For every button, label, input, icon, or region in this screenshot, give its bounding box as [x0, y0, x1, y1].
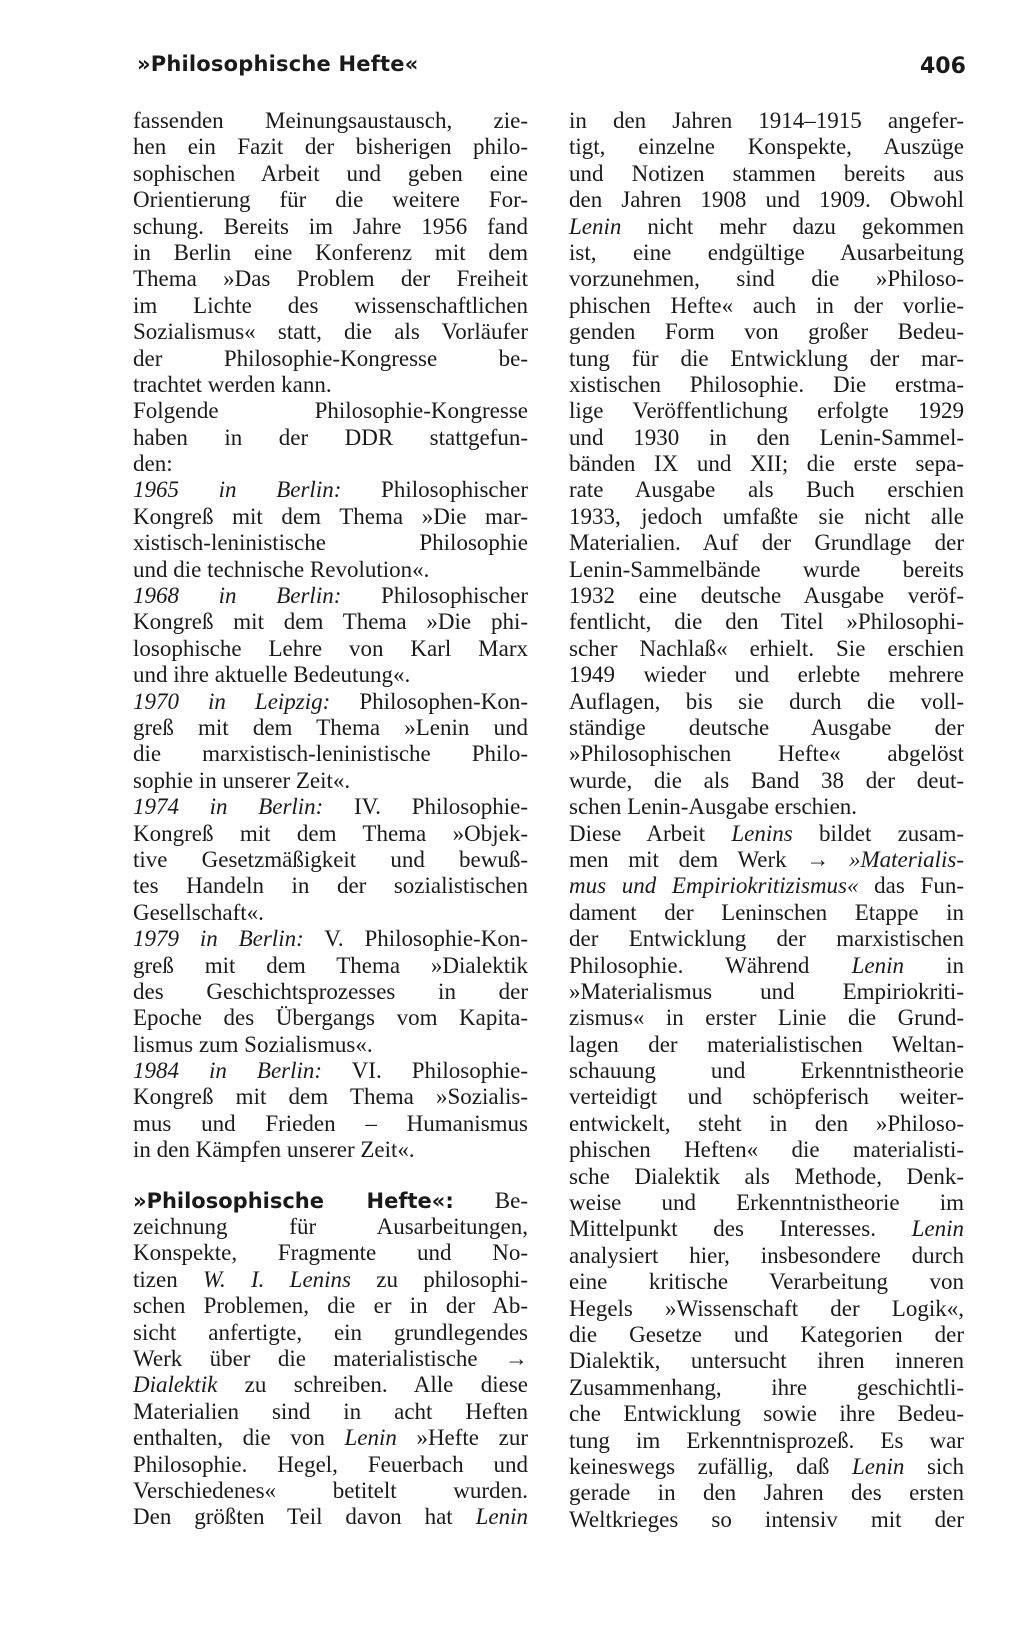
text-run: trachtet werden kann.: [133, 371, 332, 397]
text-run: Den größten Teil davon hat: [133, 1504, 476, 1530]
text-run: Dialektik, untersucht ihren inneren: [569, 1348, 964, 1374]
text-line: [569, 134, 964, 160]
text-run: Lenins: [731, 820, 793, 846]
text-line: [133, 953, 528, 979]
text-line: [133, 346, 528, 372]
text-run: und Notizen stammen bereits aus: [569, 160, 964, 186]
text-line: [133, 1032, 528, 1058]
text-run: »Philosophischen Hefte« abgelöst: [569, 741, 964, 767]
text-line: [133, 161, 528, 187]
text-line: [569, 873, 964, 899]
text-run: Folgende Philosophie-Kongresse: [133, 398, 528, 424]
text-line: [569, 266, 964, 292]
text-run: greß mit dem Thema »Dialektik: [133, 952, 528, 978]
text-line: [133, 425, 528, 451]
text-run: mus und Empiriokritizismus«: [569, 873, 859, 899]
text-run: lige Veröffentlichung erfolgte 1929: [569, 398, 964, 424]
text-line: [569, 161, 964, 187]
text-line: [569, 293, 964, 319]
page-number: 406: [920, 54, 966, 79]
text-run: weise und Erkenntnistheorie im: [569, 1190, 964, 1216]
text-run: das Fun-: [858, 873, 964, 899]
text-run: im Lichte des wissenschaftlichen: [133, 292, 528, 318]
text-run: ist, eine endgültige Ausarbeitung: [569, 239, 964, 265]
text-run: 1984 in Berlin:: [133, 1058, 323, 1084]
text-run: bildet zusam-: [792, 820, 964, 846]
text-line: [133, 768, 528, 794]
text-line: [133, 398, 528, 424]
text-run: tigt, einzelne Konspekte, Auszüge: [569, 134, 964, 160]
text-line: [133, 1452, 528, 1478]
text-run: die Gesetze und Kategorien der: [569, 1321, 964, 1347]
text-run: IV. Philosophie-: [323, 794, 528, 820]
entry-headword: »Philosophische Hefte«:: [133, 1188, 454, 1213]
text-line: [133, 319, 528, 345]
text-line: [569, 1322, 964, 1348]
text-run: in: [903, 952, 964, 978]
text-line: [569, 187, 964, 213]
text-run: xistischen Philosophie. Die erstma-: [569, 371, 964, 397]
left-column: [133, 108, 528, 1531]
text-line: [133, 1058, 528, 1084]
text-line: [133, 1372, 528, 1398]
text-run: zismus« in erster Linie die Grund-: [569, 1005, 964, 1031]
text-run: Lenin: [475, 1504, 528, 1530]
text-run: Zusammenhang, ihre geschichtli-: [569, 1374, 964, 1400]
text-run: »Materialis-: [849, 846, 964, 872]
text-run: phischen Hefte« auch in der vorlie-: [569, 292, 964, 318]
text-run: Lenin-Sammelbände wurde bereits: [569, 556, 964, 582]
text-line: [569, 1058, 964, 1084]
text-run: Mittelpunkt des Interesses.: [569, 1216, 912, 1242]
text-run: Philosophie. Während: [569, 952, 852, 978]
text-line: [133, 873, 528, 899]
text-run: tung für die Entwicklung der mar-: [569, 345, 964, 371]
text-line: [133, 847, 528, 873]
text-run: bänden IX und XII; die erste sepa-: [569, 451, 964, 477]
text-line: [133, 1214, 528, 1240]
text-run: sche Dialektik als Methode, Denk-: [569, 1163, 964, 1189]
text-run: VI. Philosophie-: [322, 1058, 528, 1084]
text-run: Lenin: [569, 213, 622, 239]
text-line: [133, 689, 528, 715]
text-run: losophische Lehre von Karl Marx: [133, 635, 528, 661]
text-run: schen Problemen, die er in der Ab-: [133, 1293, 528, 1319]
text-run: scher Nachlaß« erhielt. Sie erschien: [569, 635, 964, 661]
text-run: Sozialismus« statt, die als Vorläufer: [133, 319, 528, 345]
text-line: [133, 372, 528, 398]
text-line: [569, 319, 964, 345]
text-line: [133, 451, 528, 477]
text-run: den:: [133, 451, 173, 477]
text-run: und die technische Revolution«.: [133, 556, 430, 582]
text-line: [133, 134, 528, 160]
text-run: sophie in unserer Zeit«.: [133, 767, 351, 793]
text-line: [133, 715, 528, 741]
text-line: [133, 1478, 528, 1504]
text-run: Lenin: [851, 952, 904, 978]
text-line: [569, 240, 964, 266]
text-line: [133, 741, 528, 767]
text-run: Kongreß mit dem Thema »Die phi-: [133, 609, 528, 635]
text-line: [569, 715, 964, 741]
text-run: Philosophischer: [341, 477, 528, 503]
text-run: che Entwicklung sowie ihre Bedeu-: [569, 1401, 964, 1427]
text-line: [133, 1240, 528, 1266]
text-line: [133, 1005, 528, 1031]
text-run: zeichnung für Ausarbeitungen,: [133, 1214, 528, 1240]
text-run: Philosophie. Hegel, Feuerbach und: [133, 1451, 528, 1477]
text-run: Weltkrieges so intensiv mit der: [569, 1506, 964, 1532]
text-line: [569, 794, 964, 820]
text-run: xistisch-leninistische Philosophie: [133, 530, 528, 556]
text-run: Lenin: [851, 1453, 905, 1479]
text-run: schauung und Erkenntnistheorie: [569, 1058, 964, 1084]
text-line: [569, 926, 964, 952]
text-line: [133, 557, 528, 583]
text-run: 1933, jedoch umfaßte sie nicht alle: [569, 503, 964, 529]
text-run: vorzunehmen, sind die »Philoso-: [569, 266, 964, 292]
text-run: dament der Leninschen Etappe in: [569, 899, 964, 925]
text-line: [133, 821, 528, 847]
text-line: [569, 425, 964, 451]
text-line: [569, 900, 964, 926]
text-line: [569, 451, 964, 477]
text-run: Lenin: [344, 1425, 397, 1451]
text-run: Thema »Das Problem der Freiheit: [133, 266, 528, 292]
text-run: Materialien sind in acht Heften: [133, 1398, 528, 1424]
text-line: [569, 583, 964, 609]
text-line: [133, 1084, 528, 1110]
text-run: Kongreß mit dem Thema »Sozialis-: [133, 1084, 528, 1110]
text-run: Werk über die materialistische →: [133, 1345, 528, 1371]
text-run: rate Ausgabe als Buch erschien: [569, 477, 964, 503]
text-run: Gesellschaft«.: [133, 899, 264, 925]
text-line: [133, 530, 528, 556]
text-line: [569, 477, 964, 503]
text-line: [569, 1137, 964, 1163]
text-run: hen ein Fazit der bisherigen philo-: [133, 134, 528, 160]
text-line: [133, 1425, 528, 1451]
text-run: mus und Frieden – Humanismus: [133, 1110, 528, 1136]
text-run: zu schreiben. Alle diese: [217, 1372, 528, 1398]
text-run: 1970 in Leipzig:: [133, 688, 331, 714]
text-run: Epoche des Übergangs vom Kapita-: [133, 1005, 528, 1031]
text-line: [569, 741, 964, 767]
text-line: [569, 1111, 964, 1137]
text-run: W. I. Lenins: [202, 1266, 351, 1292]
text-line: [569, 1348, 964, 1374]
text-run: sich: [904, 1453, 964, 1479]
text-run: enthalten, die von: [133, 1425, 345, 1451]
text-line: [569, 662, 964, 688]
text-run: und ihre aktuelle Bedeutung«.: [133, 662, 411, 688]
text-run: gerade in den Jahren des ersten: [569, 1480, 964, 1506]
text-run: schen Lenin-Ausgabe erschien.: [569, 794, 858, 820]
running-title: »Philosophische Hefte«: [137, 52, 419, 76]
text-line: [133, 240, 528, 266]
text-line: [569, 1216, 964, 1242]
text-run: sicht anfertigte, ein grundlegendes: [133, 1319, 528, 1345]
text-line: [569, 1164, 964, 1190]
text-run: die marxistisch-leninistische Philo-: [133, 741, 528, 767]
text-line: [133, 293, 528, 319]
text-line: [133, 477, 528, 503]
text-line: [133, 1267, 528, 1293]
text-line: [133, 979, 528, 1005]
text-run: den Jahren 1908 und 1909. Obwohl: [569, 187, 964, 213]
text-run: 1979 in Berlin:: [133, 926, 304, 952]
text-line: [133, 1504, 528, 1530]
text-line: [569, 847, 964, 873]
text-line: [133, 1293, 528, 1319]
text-run: in den Jahren 1914–1915 angefer-: [569, 108, 964, 133]
text-line: [133, 583, 528, 609]
text-run: und 1930 in den Lenin-Sammel-: [569, 424, 964, 450]
text-run: der Entwicklung der marxistischen: [569, 926, 964, 952]
text-run: »Materialismus und Empiriokriti-: [569, 978, 964, 1004]
text-line: [569, 372, 964, 398]
text-line: [133, 108, 528, 134]
text-line: [569, 1296, 964, 1322]
text-line: [569, 768, 964, 794]
text-run: tes Handeln in der sozialistischen: [133, 873, 528, 899]
text-run: greß mit dem Thema »Lenin und: [133, 714, 528, 740]
text-line: [569, 1375, 964, 1401]
text-line: [133, 1399, 528, 1425]
text-run: 1949 wieder und erlebte mehrere: [569, 662, 964, 688]
text-run: Kongreß mit dem Thema »Objek-: [133, 820, 528, 846]
text-run: Dialektik: [133, 1372, 218, 1398]
text-line: [569, 504, 964, 530]
text-run: lismus zum Sozialismus«.: [133, 1031, 373, 1057]
text-line: [569, 1454, 964, 1480]
text-line: [569, 557, 964, 583]
text-run: des Geschichtsprozesses in der: [133, 978, 528, 1004]
text-run: tizen: [133, 1266, 203, 1292]
text-line: [569, 214, 964, 240]
text-run: ständige deutsche Ausgabe der: [569, 714, 964, 740]
text-line: [133, 214, 528, 240]
text-line: [569, 1480, 964, 1506]
text-line: [569, 1507, 964, 1533]
text-line: [569, 1084, 964, 1110]
text-line: [133, 900, 528, 926]
text-line: [569, 1243, 964, 1269]
text-run: Philosophischer: [341, 583, 528, 609]
text-run: verteidigt und schöpferisch weiter-: [569, 1084, 964, 1110]
text-run: schung. Bereits im Jahre 1956 fand: [133, 213, 528, 239]
text-line: [569, 636, 964, 662]
text-run: 1974 in Berlin:: [133, 794, 324, 820]
text-run: Lenin: [911, 1216, 964, 1242]
text-run: genden Form von großer Bedeu-: [569, 319, 964, 345]
text-line: [569, 1032, 964, 1058]
text-run: Auflagen, bis sie durch die voll-: [569, 688, 964, 714]
text-run: Hegels »Wissenschaft der Logik«,: [569, 1295, 964, 1321]
text-run: Be-: [453, 1187, 528, 1213]
text-line: [569, 953, 964, 979]
text-run: analysiert hier, insbesondere durch: [569, 1242, 964, 1268]
text-line: [133, 1320, 528, 1346]
text-run: wurde, die als Band 38 der deut-: [569, 767, 964, 793]
text-run: 1965 in Berlin:: [133, 477, 342, 503]
text-line: [569, 609, 964, 635]
text-run: keineswegs zufällig, daß: [569, 1453, 852, 1479]
text-run: Philosophen-Kon-: [330, 688, 528, 714]
text-line: [133, 187, 528, 213]
text-line: [569, 1401, 964, 1427]
text-run: Orientierung für die weitere For-: [133, 187, 528, 213]
text-run: fassenden Meinungsaustausch, zie-: [133, 108, 528, 133]
text-line: [569, 346, 964, 372]
text-run: men mit dem Werk →: [569, 846, 849, 872]
text-line: [569, 1190, 964, 1216]
text-run: fentlicht, die den Titel »Philosophi-: [569, 609, 964, 635]
text-line: [133, 662, 528, 688]
text-run: lagen der materialistischen Weltan-: [569, 1031, 964, 1057]
text-line: [133, 609, 528, 635]
text-run: Verschiedenes« betitelt wurden.: [133, 1477, 528, 1503]
text-line: [133, 926, 528, 952]
text-run: tung im Erkenntnisprozeß. Es war: [569, 1427, 964, 1453]
text-line: [569, 1005, 964, 1031]
text-line: [569, 108, 964, 134]
right-column: [569, 108, 964, 1533]
text-line: [569, 530, 964, 556]
text-run: zu philosophi-: [351, 1266, 528, 1292]
text-run: »Hefte zur: [396, 1425, 528, 1451]
text-run: haben in der DDR stattgefun-: [133, 424, 528, 450]
text-run: tive Gesetzmäßigkeit und bewuß-: [133, 846, 528, 872]
text-run: der Philosophie-Kongresse be-: [133, 345, 528, 371]
text-line: [569, 821, 964, 847]
text-run: eine kritische Verarbeitung von: [569, 1269, 964, 1295]
text-run: V. Philosophie-Kon-: [303, 926, 528, 952]
text-run: in Berlin eine Konferenz mit dem: [133, 239, 528, 265]
text-run: in den Kämpfen unserer Zeit«.: [133, 1137, 415, 1163]
text-run: 1932 eine deutsche Ausgabe veröf-: [569, 583, 964, 609]
text-line: [133, 1137, 528, 1163]
text-run: Diese Arbeit: [569, 820, 732, 846]
text-line: [133, 794, 528, 820]
text-run: Materialien. Auf der Grundlage der: [569, 530, 964, 556]
text-run: Kongreß mit dem Thema »Die mar-: [133, 503, 528, 529]
text-run: 1968 in Berlin:: [133, 583, 342, 609]
text-line: [569, 979, 964, 1005]
text-line: [569, 398, 964, 424]
text-run: phischen Heften« die materialisti-: [569, 1137, 964, 1163]
text-line: [133, 636, 528, 662]
text-line: [569, 689, 964, 715]
text-run: sophischen Arbeit und geben eine: [133, 160, 528, 186]
text-line: [133, 504, 528, 530]
text-line: [133, 1188, 528, 1214]
text-line: [569, 1428, 964, 1454]
text-run: Konspekte, Fragmente und No-: [133, 1240, 528, 1266]
text-line: [569, 1269, 964, 1295]
text-line: [133, 266, 528, 292]
text-run: nicht mehr dazu gekommen: [621, 213, 964, 239]
text-run: entwickelt, steht in den »Philoso-: [569, 1110, 964, 1136]
text-line: [133, 1346, 528, 1372]
text-line: [133, 1111, 528, 1137]
